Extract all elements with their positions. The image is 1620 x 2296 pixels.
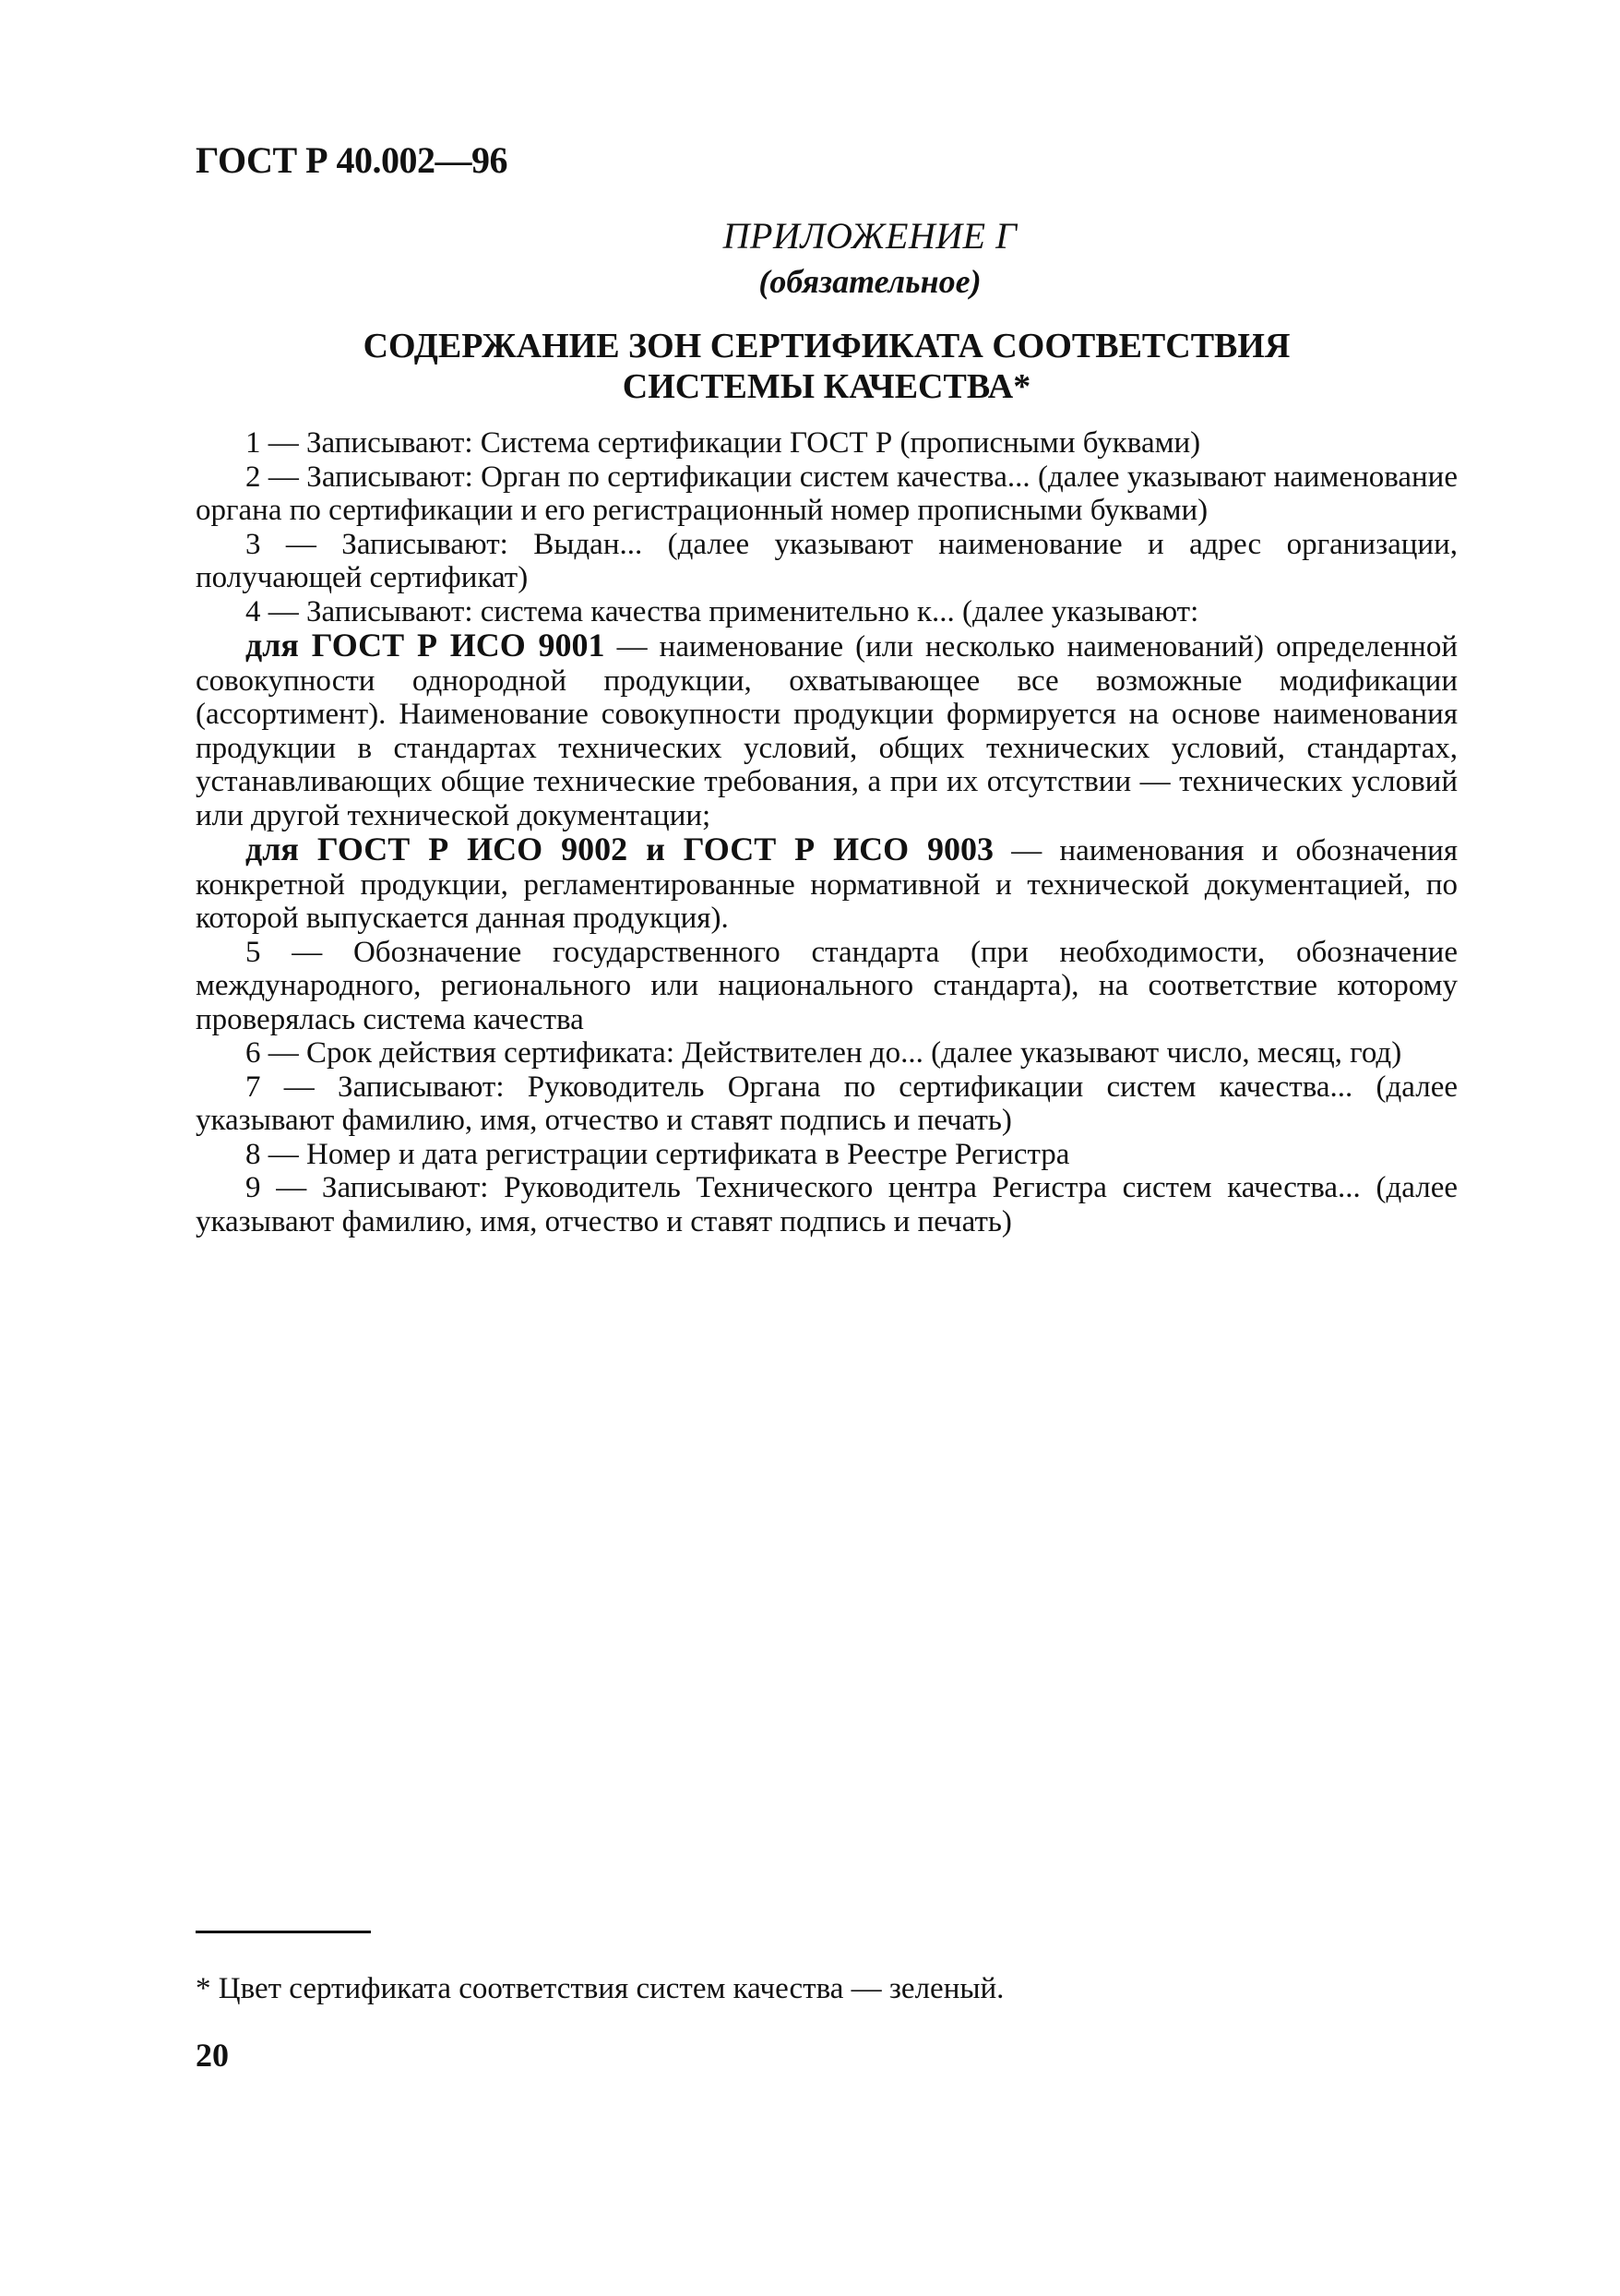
item-2: 2 — Записывают: Орган по сертификации систем качества... (далее указывают наименование органа по сертификации и его регистрационный номер прописными буквами) [196,460,1458,527]
item-6: 6 — Срок действия сертификата: Действителен до... (далее указывают число, месяц, год) [245,1036,1402,1070]
item-4-iso9002-9003 [196,832,1458,936]
footnote: * Цвет сертификата соответствия систем качества — зеленый. [196,1972,1005,2005]
item-4-iso9002-text: — наименования и обозначения конкретной продукции, регламентированные нормативной и технической документацией, по которой выпускается данная продукция). [196,834,1458,935]
section-title-line-1: СОДЕРЖАНИЕ ЗОН СЕРТИФИКАТА СООТВЕТСТВИЯ [363,327,1291,365]
item-5: 5 — Обозначение государственного стандарта (при необходимости, обозначение международного, регионального или национального стандарта), на соответствие которому проверялась система качества [196,935,1458,1036]
item-7: 7 — Записывают: Руководитель Органа по сертификации систем качества... (далее указывают фамилию, имя, отчество и ставят подпись и печать) [196,1070,1458,1137]
section-title-line-2: СИСТЕМЫ КАЧЕСТВА* [622,367,1031,406]
item-3: 3 — Записывают: Выдан... (далее указывают наименование и адрес организации, получающей сертификат) [196,527,1458,594]
item-4-iso9002-lead: для ГОСТ Р ИСО 9002 и ГОСТ Р ИСО 9003 [245,831,995,867]
appendix-title: ПРИЛОЖЕНИЕ Г [722,215,1018,257]
item-4-iso9001 [196,628,1458,832]
item-4-iso9001-lead: для ГОСТ Р ИСО 9001 [245,627,605,664]
item-4: 4 — Записывают: система качества применительно к... (далее указывают: [245,594,1199,628]
footnote-divider [196,1931,371,1933]
appendix-note: (обязательное) [758,263,982,300]
item-4-iso9001-text: — наименование (или несколько наименований) определенной совокупности однородной продукции, охватывающее все возможные модификации (ассортимент). Наименование совокупности продукции формируется на основе наименования продукции в стандартах технических условий, общих технических условий, стандартах, устанавливающих общие технические требования, а при их отсутствии — технических условий или другой технической документации; [196,630,1458,832]
page-number: 20 [196,2037,229,2074]
item-8: 8 — Номер и дата регистрации сертификата в Реестре Регистра [245,1137,1070,1171]
document-header: ГОСТ Р 40.002—96 [196,139,508,181]
item-1: 1 — Записывают: Система сертификации ГОСТ Р (прописными буквами) [245,426,1201,460]
content-body [196,426,1458,1238]
item-9: 9 — Записывают: Руководитель Технического центра Регистра систем качества... (далее указывают фамилию, имя, отчество и ставят подпись и печать) [196,1171,1458,1238]
